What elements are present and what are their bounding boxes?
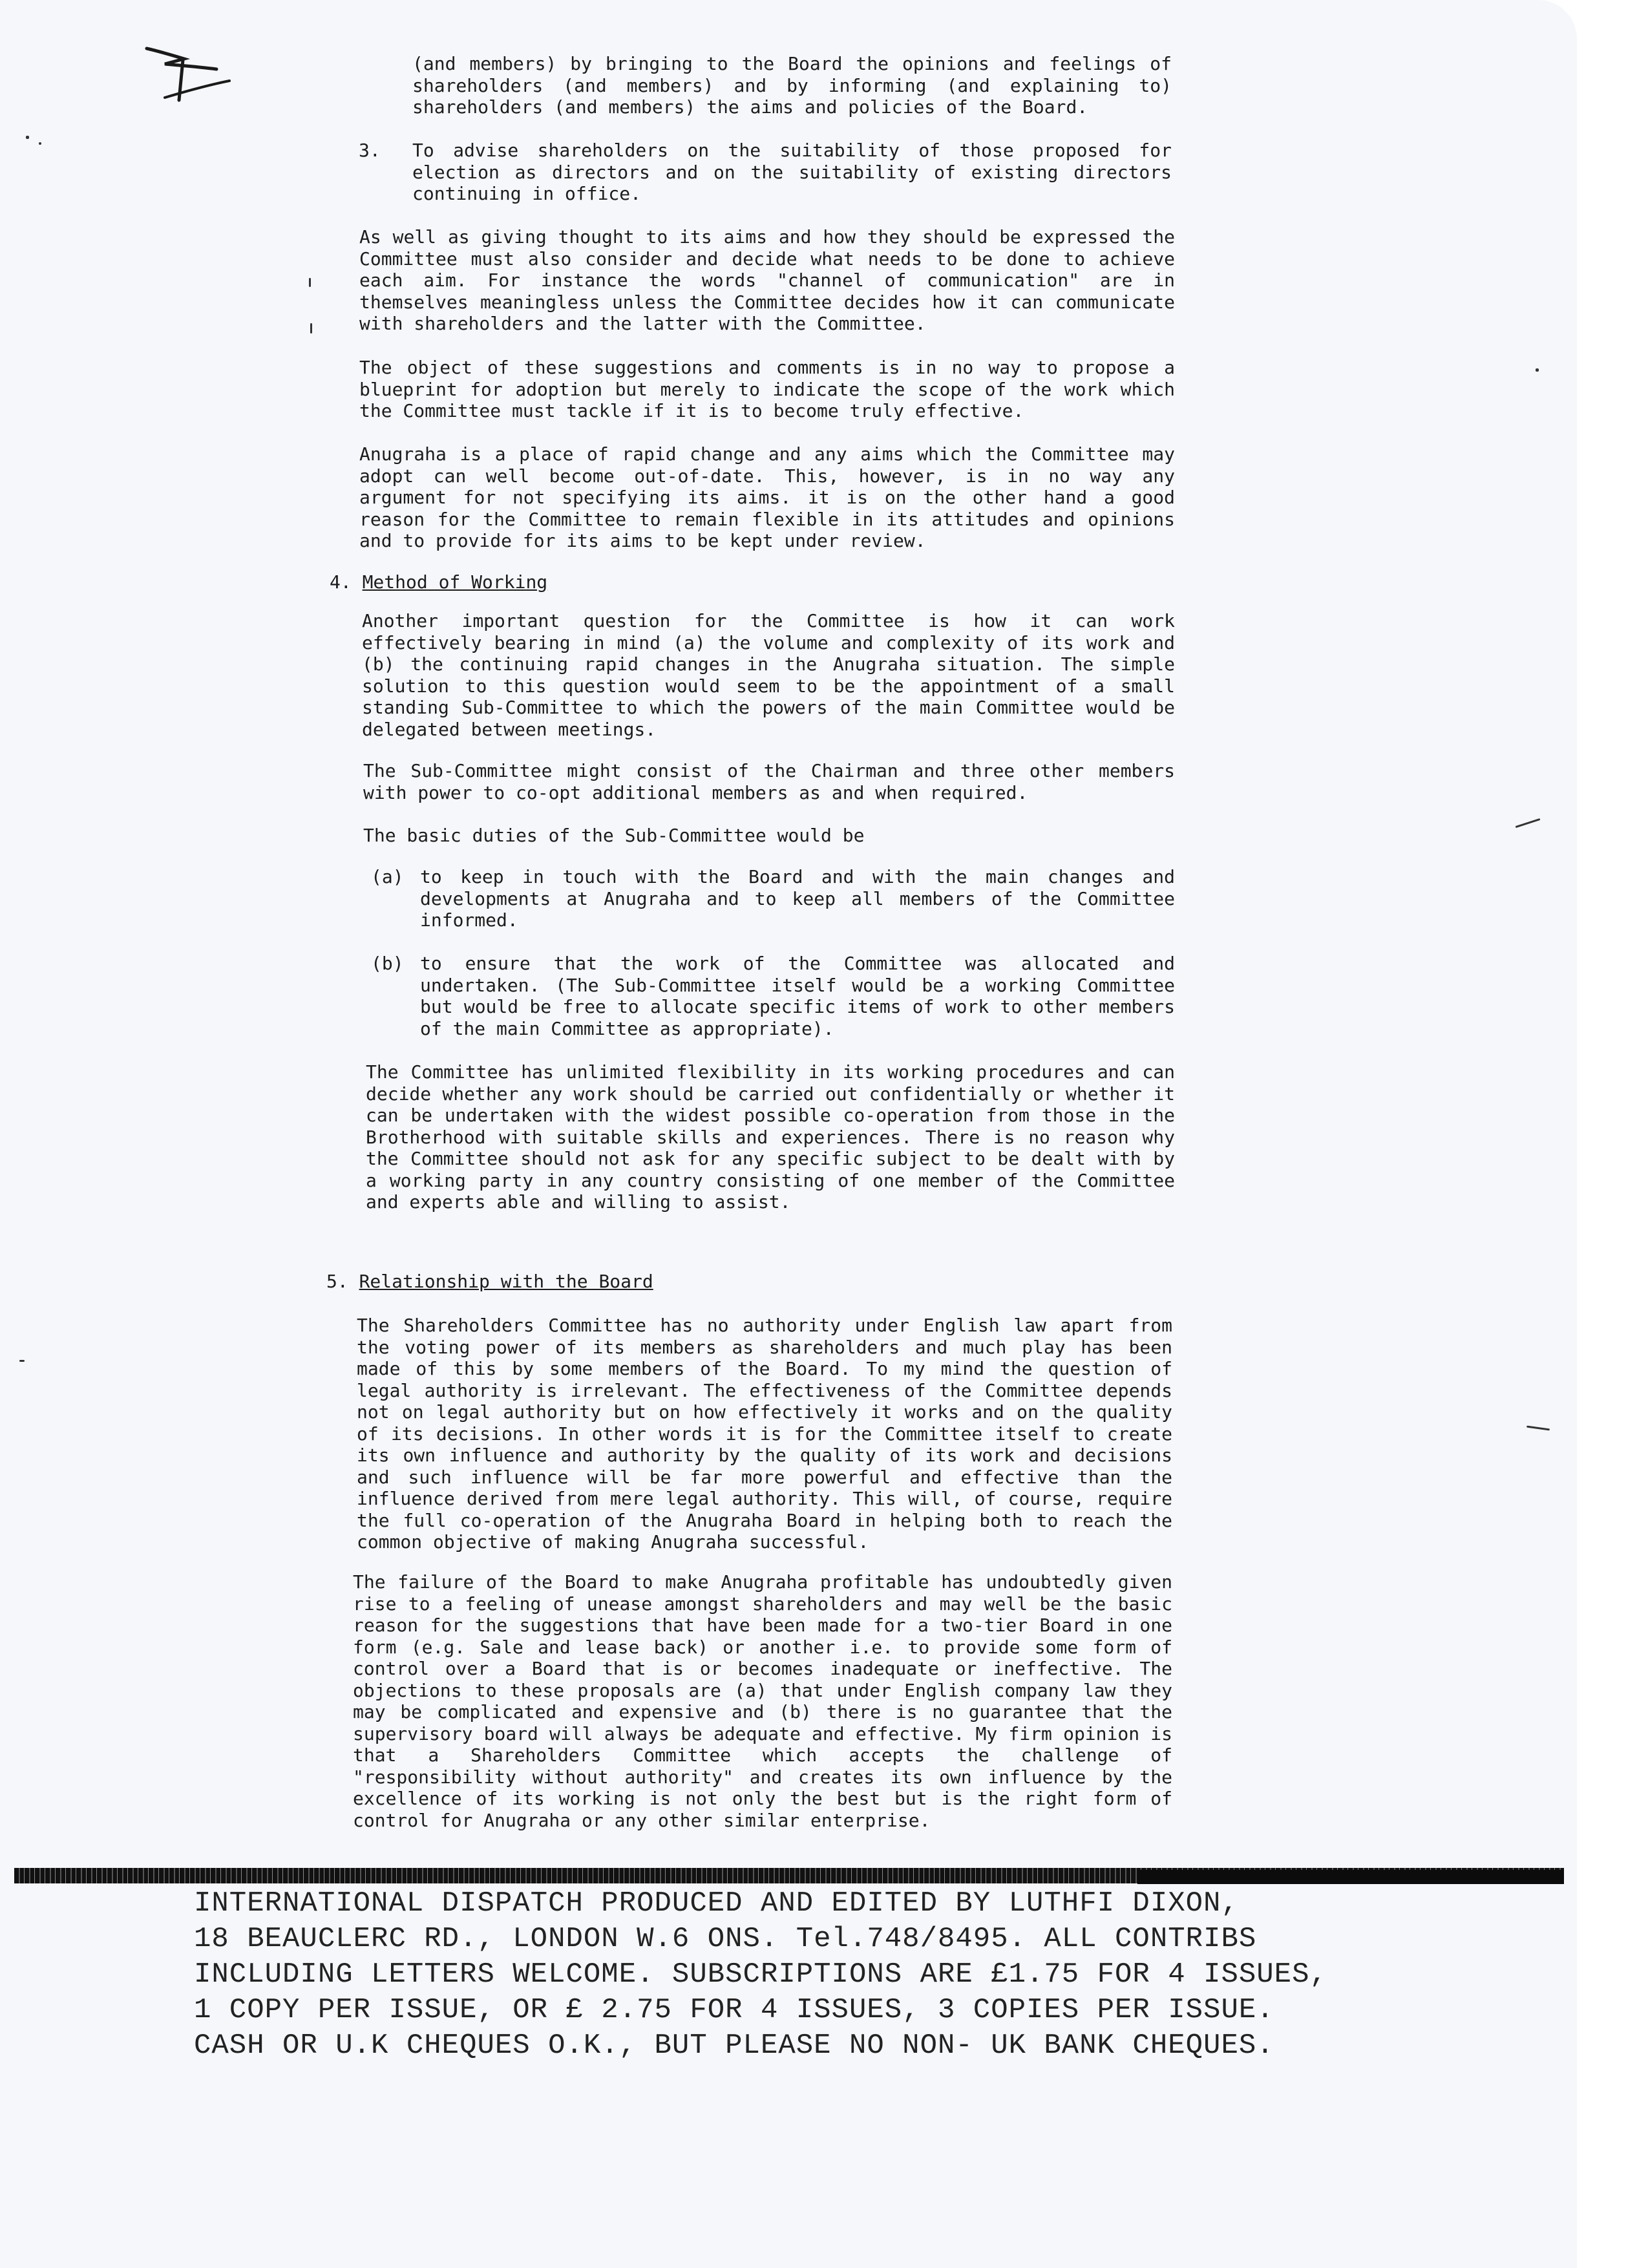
section-5-paragraph-2: The failure of the Board to make Anugraha profitable has undoubtedly given rise to a feeling of unease amongst shareholders and may well be the basic reason for the suggestions that have been made for a two-tier Board in one form (e.g. Sale and lease back) or another i.e. to provide some form of control over a Board that is or becomes inadequate or ineffective. The objections to these proposals are (a) that under English company law they may be complicated and expensive and (b) there is no guarantee that the supervisory board will always be adequate and effective. My firm opinion is that a Shareholders Committee which accepts the challenge of "responsibility without authority" and creates its own influence by the excellence of its working is not only the best but is the right form of control for Anugraha or any other similar enterprise. xyxy=(353,1571,1172,1831)
section-4-paragraph-4: The Committee has unlimited flexibility in its working procedures and can decide whether any work should be carried out confidentially or whether it can be undertaken with the widest possible co-operation from those in the Brotherhood with suitable skills and experiences. There is no reason why the Committee should not ask for any specific subject to be dealt with by a working party in any country consisting of one member of the Committee and experts able and willing to assist. xyxy=(366,1061,1175,1213)
duty-a-label: (a) xyxy=(371,866,404,887)
handwritten-page-number xyxy=(139,36,236,107)
item-3-text: To advise shareholders on the suitability of those proposed for election as directors and on the suitability of existing directors continuing in office. xyxy=(412,140,1172,204)
duty-b-text: to ensure that the work of the Committee was allocated and undertaken. (The Sub-Committee itself would be a working Committee but would be free to allocate specific items of work to other members of the main Committee as appropriate). xyxy=(420,953,1175,1039)
section-4-heading xyxy=(330,571,547,593)
footer-line: CASH OR U.K CHEQUES O.K., BUT PLEASE NO NON- UK BANK CHEQUES. xyxy=(194,2030,1274,2062)
continuation-paragraph: (and members) by bringing to the Board the opinions and feelings of shareholders (and members) and by informing (and explaining to) shareholders (and members) the aims and policies of the Board. xyxy=(412,53,1172,118)
paragraph-aims-communication: As well as giving thought to its aims and how they should be expressed the Committee must also consider and decide what needs to be done to achieve each aim. For instance the words "channel of communication" are in themselves meaningless unless the Committee decides how it can communicate with shareholders and the latter with the Committee. xyxy=(359,226,1175,334)
section-5-number: 5. xyxy=(326,1271,348,1292)
section-5-paragraph-1: The Shareholders Committee has no authority under English law apart from the voting power of its members as shareholders and much play has been made of this by some members of the Board. To my mind the question of legal authority is irrelevant. The effectiveness of the Committee depends not on legal authority but on how effectively it works and on the quality of its decisions. In other words it is for the Committee itself to create its own influence and authority by the quality of its work and decisions and such influence will be far more powerful and effective than the influence derived from mere legal authority. This will, of course, require the full co-operation of the Anugraha Board in helping both to reach the common objective of making Anugraha successful. xyxy=(357,1315,1172,1553)
paragraph-object-suggestions: The object of these suggestions and comments is in no way to propose a blueprint for adoption but merely to indicate the scope of the work which the Committee must tackle if it is to become truly effective. xyxy=(359,357,1175,421)
scan-speck xyxy=(1536,368,1539,372)
scan-speck xyxy=(310,323,312,334)
section-4-paragraph-3: The basic duties of the Sub-Committee would be xyxy=(363,825,865,846)
paragraph-rapid-change: Anugraha is a place of rapid change and any aims which the Committee may adopt can well become out-of-date. This, however, is in no way any argument for not specifying its aims. it is on the other hand a good reason for the Committee to remain flexible in its attitudes and opinions and to provide for its aims to be kept under review. xyxy=(359,443,1175,551)
section-4-paragraph-2: The Sub-Committee might consist of the Chairman and three other members with power to co-opt additional members as and when required. xyxy=(363,760,1175,803)
footer-line: 1 COPY PER ISSUE, OR £ 2.75 FOR 4 ISSUES, 3 COPIES PER ISSUE. xyxy=(194,1994,1274,2026)
scan-speck xyxy=(26,136,29,139)
section-4-number: 4. xyxy=(330,571,352,593)
section-4-paragraph-1: Another important question for the Committee is how it can work effectively bearing in mind (a) the volume and complexity of its work and (b) the continuing rapid changes in the Anugraha situation. The simple solution to this question would seem to be the appointment of a small standing Sub-Committee to which the powers of the main Committee would be delegated between meetings. xyxy=(362,610,1175,740)
section-5-title: Relationship with the Board xyxy=(359,1271,653,1292)
scan-speck xyxy=(39,142,41,145)
duty-a-text: to keep in touch with the Board and with the main changes and developments at Anugraha and to keep all members of the Committee informed. xyxy=(420,866,1175,931)
duty-b-label: (b) xyxy=(371,953,404,974)
footer-line: INCLUDING LETTERS WELCOME. SUBSCRIPTIONS ARE £1.75 FOR 4 ISSUES, xyxy=(194,1958,1327,1991)
scan-speck xyxy=(19,1360,25,1362)
footer-rule-solid xyxy=(1137,1870,1564,1884)
item-3-number: 3. xyxy=(359,140,381,161)
footer-line: INTERNATIONAL DISPATCH PRODUCED AND EDITED BY LUTHFI DIXON, xyxy=(194,1887,1239,1920)
section-4-title: Method of Working xyxy=(362,571,548,593)
section-5-heading xyxy=(326,1271,653,1293)
scan-speck xyxy=(309,278,311,287)
footer-line: 18 BEAUCLERC RD., LONDON W.6 ONS. Tel.748/8495. ALL CONTRIBS xyxy=(194,1923,1257,1955)
publication-footer xyxy=(194,1886,1486,2064)
